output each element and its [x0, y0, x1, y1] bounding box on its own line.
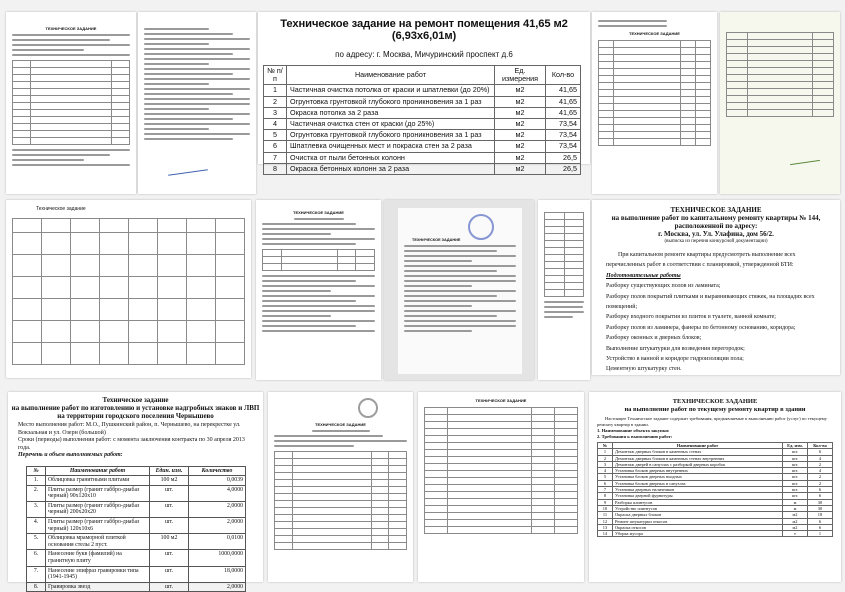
table-row: 7. Нанесение эпифраз гравировки типа (1941-1945) шт. 18,0000	[27, 566, 246, 582]
table-row: 4 Установка блоков дверных внутренних шт. 4	[598, 468, 833, 474]
capital-repair-title: ТЕХНИЧЕСКОЕ ЗАДАНИЕ	[592, 206, 840, 214]
doc-thumbnail-5-table	[12, 218, 245, 365]
table-row: 12 Ремонт штукатурки откосов м2 6	[598, 518, 833, 524]
table-row: 9 Разборка плинтусов м 30	[598, 499, 833, 505]
memorial-works-title: Техническое задание	[8, 396, 263, 404]
table-row: 7 Очистка от пыли бетонных колонн м2 26,5	[264, 152, 581, 163]
table-row: 8 Установка дверной фурнитуры шт. 6	[598, 493, 833, 499]
table-row: 6 Установка блоков дверных в санузлах шт. 2	[598, 480, 833, 486]
main-document-title: Техническое задание на ремонт помещения 41,65 м2 (6,93х6,01м)	[258, 18, 590, 42]
stamp	[358, 398, 378, 418]
current-repair-title: ТЕХНИЧЕСКОЕ ЗАДАНИЕ	[589, 398, 841, 406]
table-row: 1. Облицовка гранитными плитами 100 м2 0,0039	[27, 476, 246, 486]
doc-thumbnail-9-title: ТЕХНИЧЕСКОЕ ЗАДАНИЕ	[268, 422, 413, 427]
table-row: 13 Окраска откосов м2 6	[598, 524, 833, 530]
list-item: Разборку полов покрытий плитками и выравнивающих стяжек, на площадях всех помещений;	[592, 292, 840, 313]
current-repair-table: № Наименование работ Ед. изм. Кол-во 1 Демонтаж дверных блоков в каменных стенах шт. 6 2 Демонтаж дверных блоков в каменных стенах внутренних шт. 4 3 Демонтаж дверей в санузлах с разборкой дверных коробок шт. 2 4 Установка блоков дверных внутренних шт. 4 5 Установка блоков дверных входных шт. 2 6 Установка блоков дверных в санузлах шт. 2 7 Установка дверных наличников шт. 6 8 Установка дверной фурнитуры шт. 6 9 Разборка плинтусов м 30 10 Устройство плинтусов м 30 11 Окраска дверных блоков м2 18 12 Ремонт штукатурки откосов м2 6 13 Окраска откосов м2 6 14 Уборка мусора т 1	[597, 442, 833, 537]
doc-thumbnail-2-text	[138, 28, 256, 140]
table-row: 6. Нанесение букв (фамилий) на гранитную плиту шт. 1000,0000	[27, 550, 246, 566]
doc-thumbnail-2[interactable]	[138, 12, 256, 194]
signature	[168, 169, 208, 176]
table-row: 3 Демонтаж дверей в санузлах с разборкой дверных коробок шт. 2	[598, 461, 833, 467]
table-row: 1 Частичная очистка потолка от краски и шпатлевки (до 20%) м2 41,65	[264, 85, 581, 96]
list-item: Разборку входного покрытия из плиток в туалете, ванной комнате;	[592, 312, 840, 322]
list-item: Выполнение штукатурки для возведения перегородок;	[592, 344, 840, 354]
main-document-address: по адресу: г. Москва, Мичуринский проспект д.6	[258, 50, 590, 59]
table-row: 8 Окраска бетонных колонн за 2 раза м2 26,5	[264, 163, 581, 174]
signature	[790, 160, 820, 165]
stamp	[468, 214, 494, 240]
header-quantity: Кол-во	[546, 66, 581, 85]
doc-thumbnail-7[interactable]	[384, 200, 534, 380]
header-number: № п/п	[264, 66, 287, 85]
main-document[interactable]	[258, 12, 590, 164]
doc-thumbnail-9[interactable]	[268, 392, 413, 582]
table-row: 3 Окраска потолка за 2 раза м2 41,65	[264, 107, 581, 118]
table-row: 5 Огрунтовка грунтовкой глубокого проникновения за 1 раз м2 73,54	[264, 130, 581, 141]
header-work-name: Наименование работ	[287, 66, 495, 85]
table-row: 8. Гравировка звезд шт. 2,0000	[27, 582, 246, 592]
doc-thumbnail-1-table	[12, 60, 130, 145]
doc-thumbnail-6-title: ТЕХНИЧЕСКОЕ ЗАДАНИЕ	[256, 210, 381, 215]
doc-thumbnail-10-title: ТЕХНИЧЕСКОЕ ЗАДАНИЕ	[418, 398, 584, 403]
table-row: 10 Устройство плинтусов м 30	[598, 505, 833, 511]
memorial-works-table: № Наименование работ Един. изм. Количество 1. Облицовка гранитными плитами 100 м2 0,0039 2. Плиты размер (гранит габбро-диабаз черный) 90х120х10 шт. 4,0000 3. Плиты размер (гранит габбро-диабаз черный) 200х20х20 шт. 2,0000 4. Плиты размер (гранит габбро-диабаз черный) 120х10х6 шт. 2,0000 5. Облицовка мраморной плиткой основания стелы 2 пуст. 100 м2 0,0100 6. Нанесение букв (фамилий) на гранитную плиту шт. 1000,0000 7. Нанесение эпифраз гравировки типа (1941-1945) шт. 18,0000 8. Гравировка звезд шт. 2,0000	[26, 466, 246, 592]
table-row: 2 Демонтаж дверных блоков в каменных стенах внутренних шт. 4	[598, 455, 833, 461]
list-item: Разборку существующих полов из ламината;	[592, 281, 840, 291]
list-item: Цементную штукатурку стен.	[592, 364, 840, 374]
list-item: Устройство в ванной и коридоре гидроизоляции пола;	[592, 354, 840, 364]
table-row: 3. Плиты размер (гранит габбро-диабаз черный) 200х20х20 шт. 2,0000	[27, 501, 246, 517]
table-row: 5. Облицовка мраморной плиткой основания стелы 2 пуст. 100 м2 0,0100	[27, 534, 246, 550]
doc-thumbnail-4-table	[726, 32, 834, 117]
current-repair-document[interactable]: ТЕХНИЧЕСКОЕ ЗАДАНИЕ на выполнение работ по текущему ремонту квартир в здании Настоящее Техническое задание содержит требования, предъявляемые к выполнению работ (услуг) по текущему ремонту квартир в здании. 1. Наименование объекта закупки: 2. Требования к выполнению работ: № Наименование работ Ед. изм. Кол-во 1 Демонтаж дверных блоков в каменных стенах шт. 6 2 Демонтаж дверных блоков в каменных стенах внутренних шт. 4 3 Демонтаж дверей в санузлах с разборкой дверных коробок шт. 2 4 Установка блоков дверных внутренних шт. 4 5 Установка блоков дверных входных шт. 2 6 Установка блоков дверных в санузлах шт. 2 7 Установка дверных наличников шт. 6 8 Установка дверной фурнитуры шт. 6 9 Разборка плинтусов м 30 10 Устройство плинтусов м 30 11 Окраска дверных блоков м2 18 12 Ремонт штукатурки откосов м2 6 13 Окраска откосов м2 6 14 Уборка мусора т 1	[589, 392, 841, 582]
doc-thumbnail-3-title: ТЕХНИЧЕСКОЕ ЗАДАНИЕ	[592, 31, 717, 36]
table-row: 6 Шпатлевка очищенных мест и покраска стен за 2 раза м2 73,54	[264, 141, 581, 152]
doc-thumbnail-3-table	[598, 40, 711, 146]
doc-thumbnail-10-table	[424, 407, 578, 534]
table-row: 2 Огрунтовка грунтовкой глубокого проникновения за 1 раз м2 41,65	[264, 96, 581, 107]
list-item: Разборку оконных и дверных блоков;	[592, 333, 840, 343]
doc-thumbnail-5[interactable]	[6, 200, 251, 378]
table-row: 2. Плиты размер (гранит габбро-диабаз черный) 90х120х10 шт. 4,0000	[27, 485, 246, 501]
doc-thumbnail-6[interactable]	[256, 200, 381, 380]
doc-thumbnail-4[interactable]	[720, 12, 840, 194]
doc-thumbnail-8[interactable]	[538, 200, 590, 380]
doc-thumbnail-1-title: ТЕХНИЧЕСКОЕ ЗАДАНИЕ	[6, 26, 136, 31]
doc-thumbnail-3[interactable]	[592, 12, 717, 194]
table-row: 11 Окраска дверных блоков м2 18	[598, 512, 833, 518]
doc-thumbnail-10[interactable]	[418, 392, 584, 582]
doc-thumbnail-7-title: ТЕХНИЧЕСКОЕ ЗАДАНИЕ	[412, 238, 522, 242]
capital-repair-document[interactable]: ТЕХНИЧЕСКОЕ ЗАДАНИЕ на выполнение работ по капитальному ремонту квартиры № 144, расположенной по адресу: г. Москва, ул. Ул. Улафина, дом 56/2. (выписка из перечня конкурсной документации) При капитальном ремонте квартиры предусмотреть выполнение всех перечисленных работ в соответствии с планировкой, утвержденной БТИ: Подготовительные работы Разборку существующих полов из ламината; Разборку полов покрытий плитками и выравнивающих стяжек, на площадях всех помещений; Разборку входного покрытия из плиток в туалете, ванной комнате; Разборку полов из ламинера, фанеры по бетонному основанию, коридора; Разборку оконных и дверных блоков; Выполнение штукатурки для возведения перегородок; Устройство в ванной и коридоре гидроизоляции пола; Цементную штукатурку стен.	[592, 200, 840, 375]
table-row: 1 Демонтаж дверных блоков в каменных стенах шт. 6	[598, 449, 833, 455]
header-unit: Ед. измерения	[495, 66, 546, 85]
memorial-works-document[interactable]: Техническое задание на выполнение работ по изготовлению и установке надгробных знаков и ЛВП на территории городского поселения Чернышево Место выполнения работ: М.О., Пушкинский район, п. Чернышево, на перекрестке ул. Вокзальная и ул. Озерн (большой) Сроки (периоды) выполнения работ: с момента заключения контракта по 30 апреля 2013 года. Перечень и объем выполняемых работ: № Наименование работ Един. изм. Количество 1. Облицовка гранитными плитами 100 м2 0,0039 2. Плиты размер (гранит габбро-диабаз черный) 90х120х10 шт. 4,0000 3. Плиты размер (гранит габбро-диабаз черный) 200х20х20 шт. 2,0000 4. Плиты размер (гранит габбро-диабаз черный) 120х10х6 шт. 2,0000 5. Облицовка мраморной плиткой основания стелы 2 пуст. 100 м2 0,0100 6. Нанесение букв (фамилий) на гранитную плиту шт. 1000,0000 7. Нанесение эпифраз гравировки типа (1941-1945) шт. 18,0000 8. Гравировка звезд шт. 2,0000	[8, 392, 263, 582]
table-row: 4 Частичная очистка стен от краски (до 25%) м2 73,54	[264, 119, 581, 130]
doc-thumbnail-9-table	[274, 451, 407, 550]
doc-thumbnail-5-title: Техническое задание	[36, 206, 251, 212]
main-works-table	[263, 65, 581, 175]
list-item: Разборку полов из ламинера, фанеры по бетонному основанию, коридора;	[592, 323, 840, 333]
table-row: 4. Плиты размер (гранит габбро-диабаз черный) 120х10х6 шт. 2,0000	[27, 518, 246, 534]
doc-thumbnail-1[interactable]	[6, 12, 136, 194]
doc-thumbnail-6-table	[262, 249, 375, 271]
table-row: 7 Установка дверных наличников шт. 6	[598, 487, 833, 493]
doc-thumbnail-1-text	[6, 34, 136, 56]
table-row: 5 Установка блоков дверных входных шт. 2	[598, 474, 833, 480]
table-row: 14 Уборка мусора т 1	[598, 531, 833, 537]
